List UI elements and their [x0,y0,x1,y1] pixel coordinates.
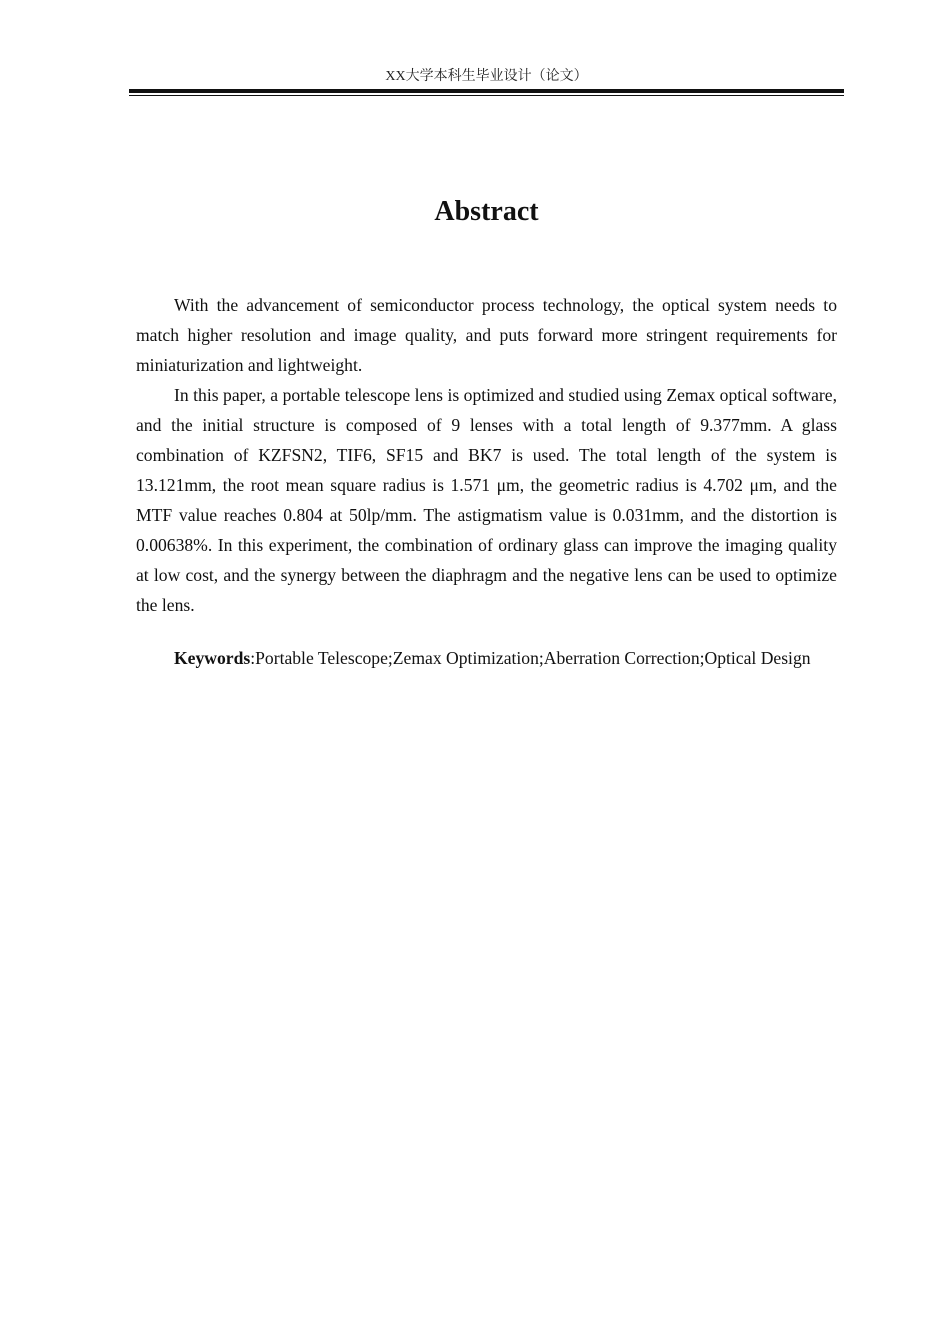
keywords-line [136,645,837,671]
header-rule-thin [129,95,844,96]
running-header: XX大学本科生毕业设计（论文） [385,69,588,84]
abstract-body [136,290,837,620]
header-rule-thick [129,89,844,93]
abstract-paragraph-2: In this paper, a portable telescope lens is optimized and studied using Zemax optical software, and the initial structure is composed of 9 lenses with a total length of 9.377mm. A glass combination of KZFSN2, TIF6, SF15 and BK7 is used. The total length of the system is 13.121mm, the root mean square radius is 1.571 μm, the geometric radius is 4.702 μm, and the MTF value reaches 0.804 at 50lp/mm. The astigmatism value is 0.031mm, and the distortion is 0.00638%. In this experiment, the combination of ordinary glass can improve the imaging quality at low cost, and the synergy between the diaphragm and the negative lens can be used to optimize the lens. [136,385,837,615]
keywords-label: Keywords [174,648,251,668]
abstract-title: Abstract [434,196,539,227]
abstract-paragraph-1: With the advancement of semiconductor process technology, the optical system needs to match higher resolution and image quality, and puts forward more stringent requirements for miniaturization and lightweight. [136,295,837,375]
keywords-text: :Portable Telescope;Zemax Optimization;Aberration Correction;Optical Design [250,648,811,668]
